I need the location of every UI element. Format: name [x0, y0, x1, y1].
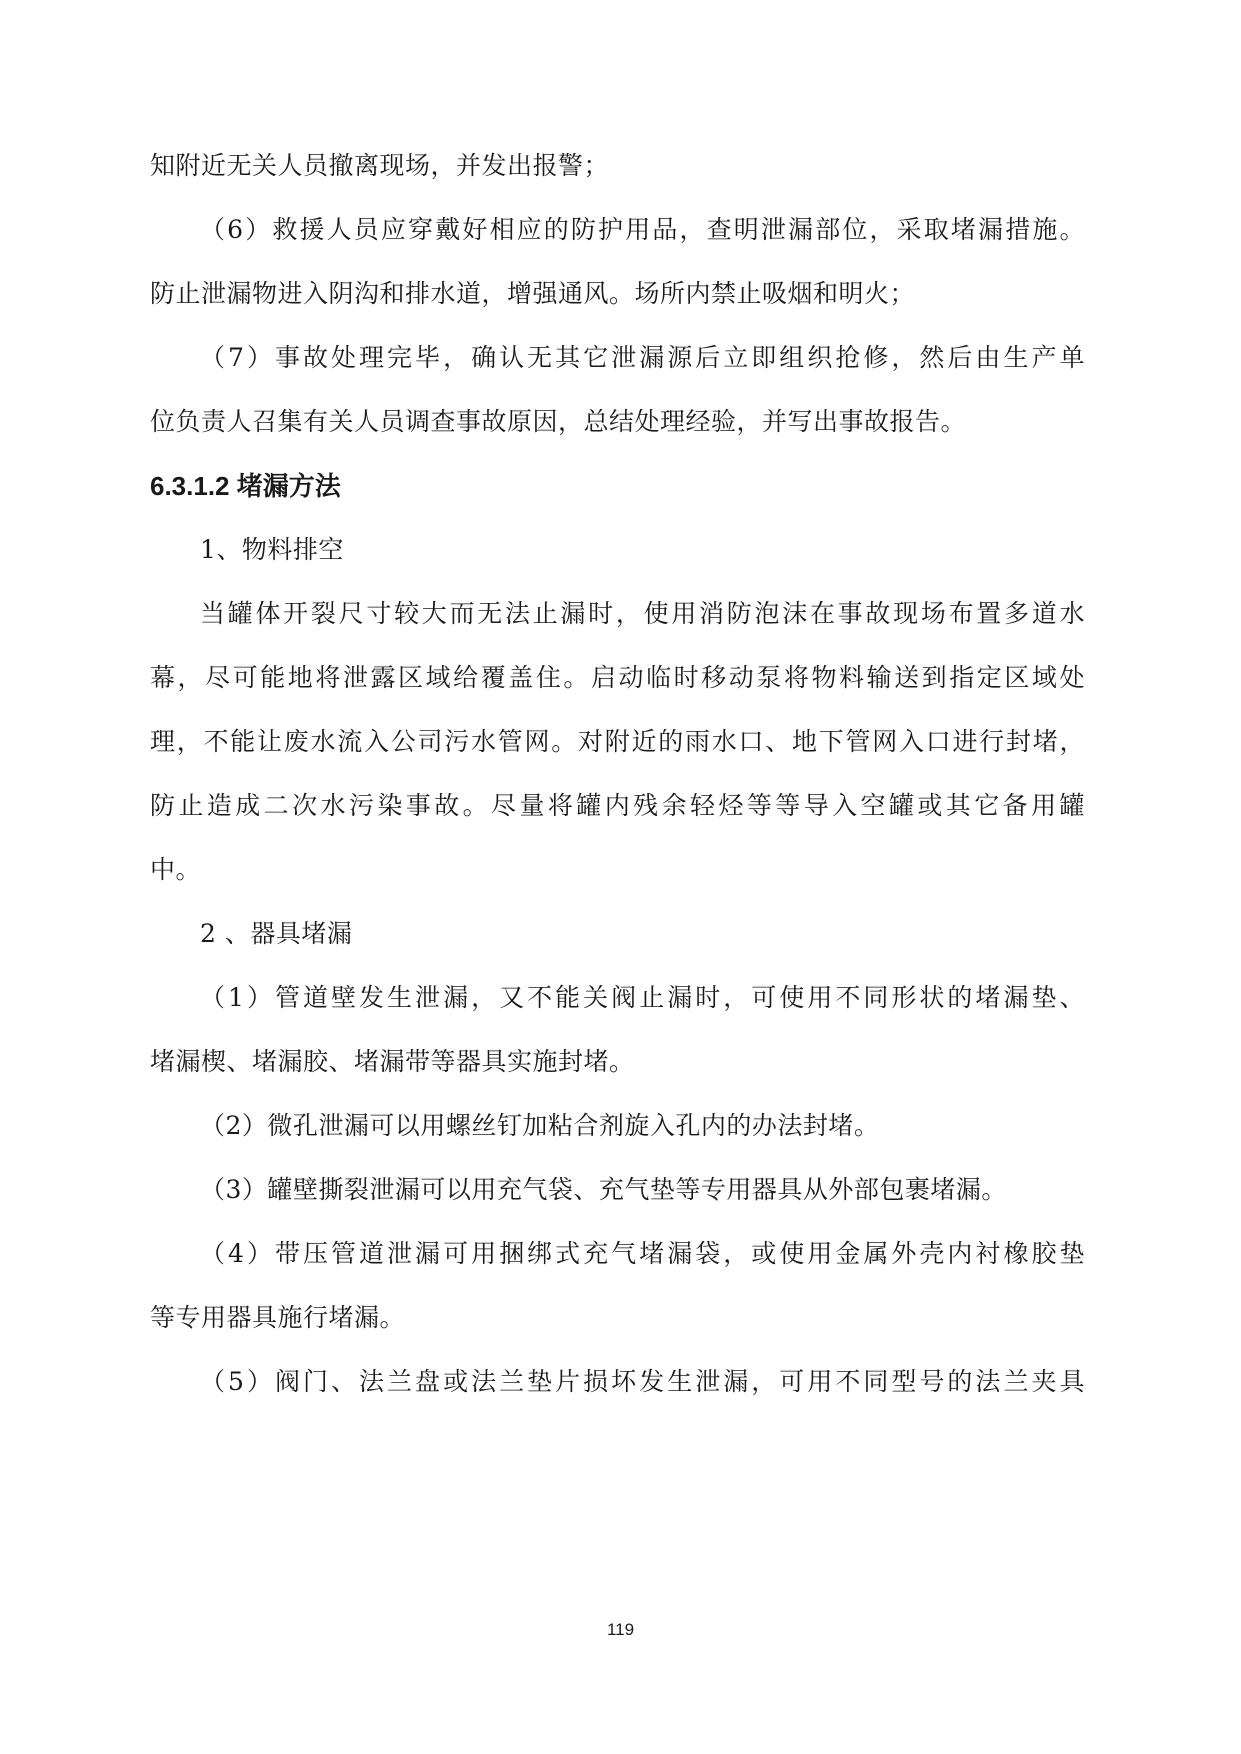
paragraph-line: 理，不能让废水流入公司污水管网。对附近的雨水口、地下管网入口进行封堵， — [150, 727, 1085, 756]
paragraph-line: （3）罐壁撕裂泄漏可以用充气袋、充气垫等专用器具从外部包裹堵漏。 — [200, 1175, 1007, 1204]
paragraph-line: 知附近无关人员撤离现场，并发出报警； — [150, 151, 610, 180]
paragraph-line: （2）微孔泄漏可以用螺丝钉加粘合剂旋入孔内的办法封堵。 — [200, 1111, 880, 1140]
subsection-title: 1、物料排空 — [200, 535, 344, 564]
paragraph-line: （6）救援人员应穿戴好相应的防护用品，查明泄漏部位，采取堵漏措施。 — [200, 215, 1085, 244]
paragraph-line: 堵漏楔、堵漏胶、堵漏带等器具实施封堵。 — [150, 1047, 635, 1076]
paragraph-line: （1）管道壁发生泄漏，又不能关阀止漏时，可使用不同形状的堵漏垫、 — [200, 983, 1085, 1012]
paragraph-line: 位负责人召集有关人员调查事故原因，总结处理经验，并写出事故报告。 — [150, 407, 967, 436]
paragraph-line: 等专用器具施行堵漏。 — [150, 1303, 406, 1332]
subsection-title: 2 、器具堵漏 — [200, 919, 353, 948]
page-number: 119 — [606, 1620, 635, 1639]
paragraph-line: （7）事故处理完毕，确认无其它泄漏源后立即组织抢修，然后由生产单 — [200, 343, 1085, 372]
paragraph-line: 防止造成二次水污染事故。尽量将罐内残余轻烃等等导入空罐或其它备用罐 — [150, 791, 1085, 820]
section-heading: 6.3.1.2 堵漏方法 — [150, 471, 341, 501]
paragraph-line: 中。 — [150, 855, 202, 884]
paragraph-line: 幕，尽可能地将泄露区域给覆盖住。启动临时移动泵将物料输送到指定区域处 — [150, 663, 1085, 692]
paragraph-line: 防止泄漏物进入阴沟和排水道，增强通风。场所内禁止吸烟和明火； — [150, 279, 916, 308]
paragraph-line: （5）阀门、法兰盘或法兰垫片损坏发生泄漏，可用不同型号的法兰夹具 — [200, 1367, 1085, 1396]
paragraph-line: （4）带压管道泄漏可用捆绑式充气堵漏袋，或使用金属外壳内衬橡胶垫 — [200, 1239, 1085, 1268]
paragraph-line: 当罐体开裂尺寸较大而无法止漏时，使用消防泡沫在事故现场布置多道水 — [200, 599, 1085, 628]
